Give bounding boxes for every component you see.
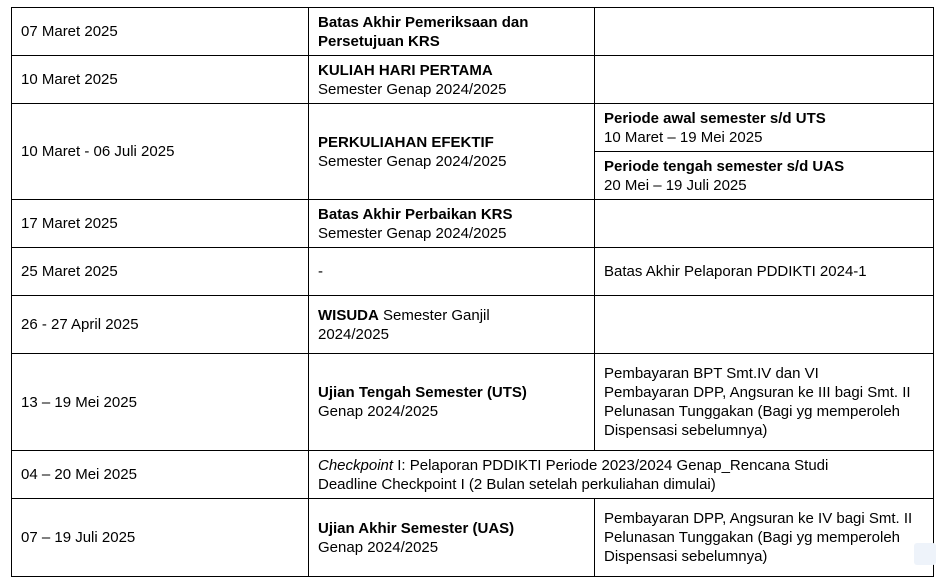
notes-cell: Batas Akhir Pelaporan PDDIKTI 2024-1	[595, 248, 934, 296]
notes-cell	[595, 499, 934, 577]
table-row	[12, 248, 934, 296]
activity-cell	[309, 354, 595, 451]
activity-subtitle: Genap 2024/2025	[318, 403, 439, 420]
table-row	[12, 296, 934, 354]
notes-cell	[595, 354, 934, 451]
activity-cell	[309, 56, 595, 104]
activity-title: Batas Akhir Pemeriksaan dan Persetujuan KRS	[318, 13, 529, 50]
checkpoint-cell	[309, 451, 934, 499]
note-line: Pembayaran BPT Smt.IV dan VI	[604, 365, 819, 382]
period-title: Periode awal semester s/d UTS	[604, 109, 826, 127]
period-range: 20 Mei – 19 Juli 2025	[604, 176, 747, 194]
date-cell: 10 Maret 2025	[12, 56, 309, 104]
notes-cell	[595, 8, 934, 56]
checkpoint-text: I: Pelaporan PDDIKTI Periode 2023/2024 Genap_Rencana Studi	[393, 456, 829, 474]
date-cell: 04 – 20 Mei 2025	[12, 451, 309, 499]
activity-cell: -	[309, 248, 595, 296]
notes-cell	[595, 200, 934, 248]
table-row	[12, 200, 934, 248]
notes-cell	[595, 296, 934, 354]
activity-subtitle: Semester Genap 2024/2025	[318, 152, 507, 170]
date-cell: 07 – 19 Juli 2025	[12, 499, 309, 577]
checkpoint-label: Checkpoint	[318, 456, 394, 474]
note-line: Pelunasan Tunggakan (Bagi yg memperoleh Dispensasi sebelumnya)	[604, 403, 901, 439]
notes-cell	[595, 152, 934, 200]
activity-subtitle: Semester Genap 2024/2025	[318, 224, 507, 242]
academic-calendar-table	[11, 7, 934, 577]
date-cell: 17 Maret 2025	[12, 200, 309, 248]
activity-subtitle: 2024/2025	[318, 325, 389, 343]
activity-title-rest: Semester Ganjil	[378, 306, 490, 324]
date-cell: 07 Maret 2025	[12, 8, 309, 56]
date-cell: 10 Maret - 06 Juli 2025	[12, 104, 309, 200]
checkpoint-deadline: Deadline Checkpoint I (2 Bulan setelah perkuliahan dimulai)	[318, 475, 716, 493]
activity-subtitle: Semester Genap 2024/2025	[318, 80, 507, 98]
note-line: Pelunasan Tunggakan (Bagi yg memperoleh Dispensasi sebelumnya)	[604, 529, 901, 565]
date-cell: 26 - 27 April 2025	[12, 296, 309, 354]
activity-subtitle: Genap 2024/2025	[318, 538, 439, 556]
table-row	[12, 104, 934, 152]
activity-cell	[309, 296, 595, 354]
activity-title: Batas Akhir Perbaikan KRS	[318, 205, 513, 223]
scroll-corner	[914, 543, 936, 565]
activity-cell	[309, 200, 595, 248]
activity-cell	[309, 104, 595, 200]
activity-title: KULIAH HARI PERTAMA	[318, 61, 493, 79]
table-row	[12, 354, 934, 451]
date-cell: 13 – 19 Mei 2025	[12, 354, 309, 451]
table-row	[12, 56, 934, 104]
activity-title: PERKULIAHAN EFEKTIF	[318, 133, 494, 151]
activity-title: WISUDA	[318, 306, 379, 324]
activity-cell	[309, 499, 595, 577]
note-line: Pembayaran DPP, Angsuran ke IV bagi Smt. II	[604, 510, 913, 527]
notes-cell	[595, 56, 934, 104]
period-title: Periode tengah semester s/d UAS	[604, 157, 845, 175]
activity-cell	[309, 8, 595, 56]
activity-title: Ujian Tengah Semester (UTS)	[318, 384, 527, 401]
table-row	[12, 8, 934, 56]
note-line: Pembayaran DPP, Angsuran ke III bagi Smt. II	[604, 384, 911, 401]
table-row	[12, 451, 934, 499]
table-row	[12, 499, 934, 577]
activity-title: Ujian Akhir Semester (UAS)	[318, 519, 515, 537]
date-cell: 25 Maret 2025	[12, 248, 309, 296]
period-range: 10 Maret – 19 Mei 2025	[604, 128, 763, 146]
notes-cell	[595, 104, 934, 152]
